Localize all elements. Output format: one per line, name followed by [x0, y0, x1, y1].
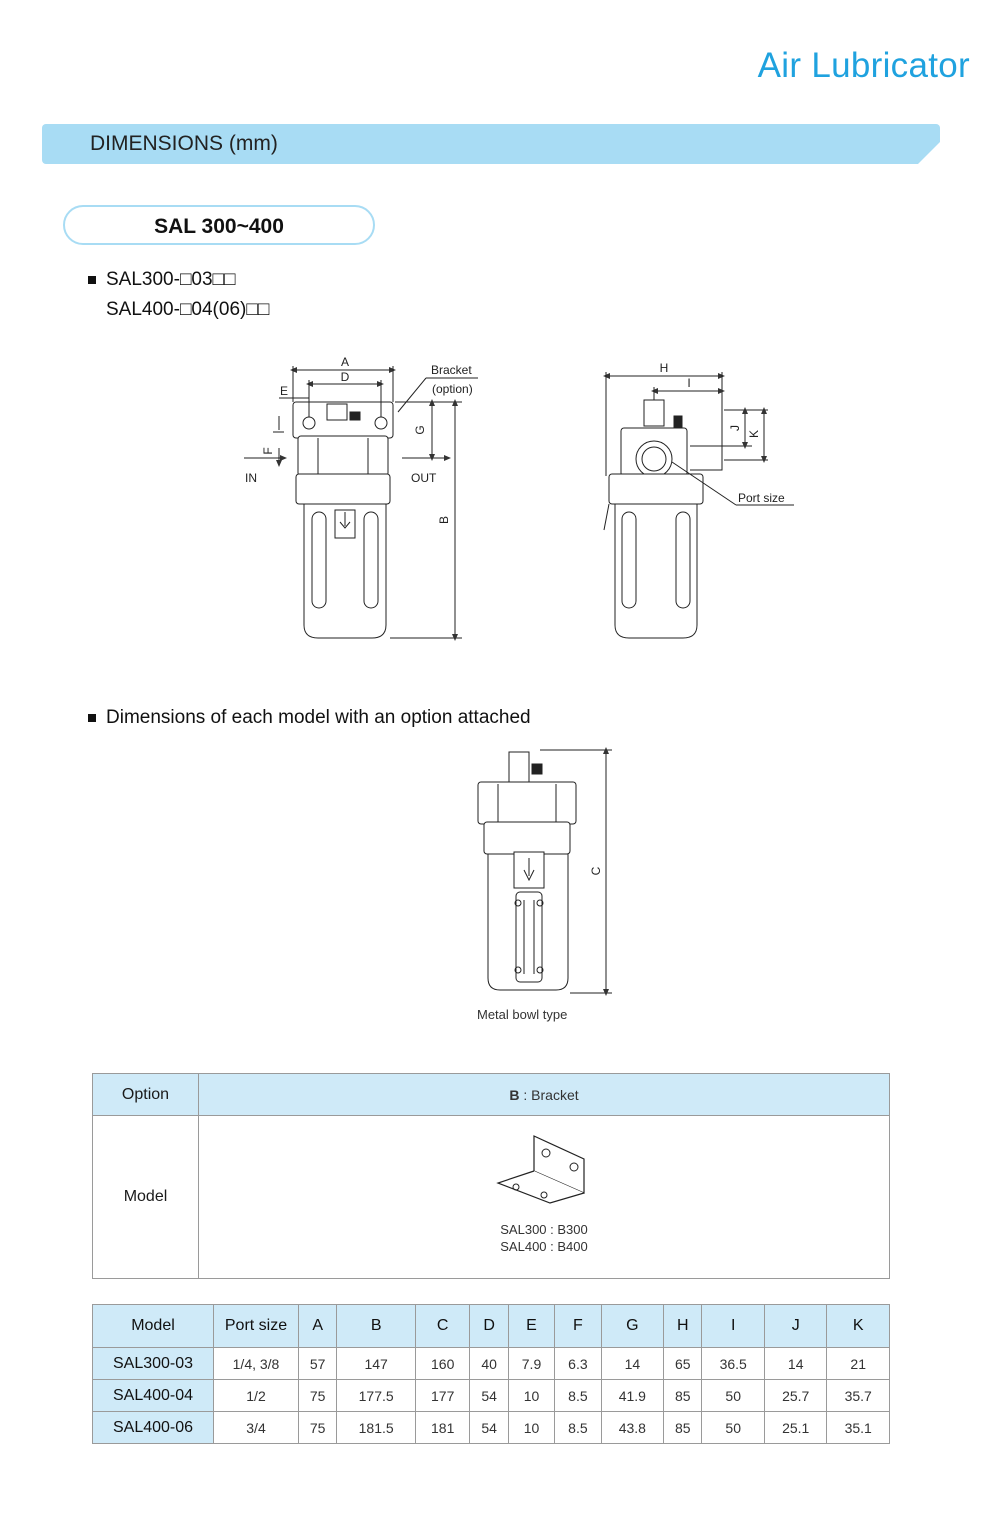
- bracket-model-1: SAL300 : B300: [500, 1222, 588, 1237]
- table-cell: 160: [415, 1348, 469, 1380]
- table-cell: 54: [470, 1412, 508, 1444]
- table-cell: 25.1: [764, 1412, 826, 1444]
- dim-label-c: C: [589, 866, 603, 876]
- side-view-drawing: [604, 372, 794, 638]
- bracket-model-2: SAL400 : B400: [500, 1239, 588, 1254]
- bracket-text: : Bracket: [519, 1086, 579, 1103]
- table-cell: 43.8: [601, 1412, 663, 1444]
- metal-bowl-caption: Metal bowl type: [477, 1007, 568, 1022]
- bracket-image-cell: [199, 1116, 890, 1279]
- port-size-label: Port size: [738, 491, 785, 505]
- table-row: [93, 1412, 890, 1444]
- bracket-code: B: [509, 1086, 520, 1103]
- dim-label-i: I: [687, 376, 691, 390]
- col-header-b: B: [337, 1305, 416, 1348]
- bracket-option-label: (option): [432, 382, 473, 396]
- col-header-c: C: [415, 1305, 469, 1348]
- table-cell: 57: [299, 1348, 337, 1380]
- table-cell: 75: [299, 1380, 337, 1412]
- in-port-label: IN: [245, 471, 257, 485]
- col-header-d: D: [470, 1305, 508, 1348]
- model-code-2: SAL400-□04(06)□□: [106, 299, 270, 320]
- table-cell: 1/2: [214, 1380, 299, 1412]
- table-header-row: [93, 1305, 890, 1348]
- dim-label-j: J: [728, 425, 742, 431]
- table-cell: 14: [764, 1348, 826, 1380]
- table-cell: 181: [415, 1412, 469, 1444]
- table-cell: 1/4, 3/8: [214, 1348, 299, 1380]
- table-row: [93, 1380, 890, 1412]
- table-cell: 50: [702, 1380, 764, 1412]
- col-header-h: H: [664, 1305, 702, 1348]
- col-header-e: E: [508, 1305, 554, 1348]
- col-header-j: J: [764, 1305, 826, 1348]
- bullet-icon: [88, 714, 96, 722]
- col-header-port-size: Port size: [214, 1305, 299, 1348]
- out-port-label: OUT: [411, 471, 437, 485]
- col-header-i: I: [702, 1305, 764, 1348]
- col-header-g: G: [601, 1305, 663, 1348]
- col-header-k: K: [827, 1305, 890, 1348]
- table-cell: 21: [827, 1348, 890, 1380]
- table-cell: 3/4: [214, 1412, 299, 1444]
- table-cell: 25.7: [764, 1380, 826, 1412]
- table-cell: 8.5: [555, 1380, 601, 1412]
- table-cell: 177: [415, 1380, 469, 1412]
- table-cell: 54: [470, 1380, 508, 1412]
- table-cell: 85: [664, 1380, 702, 1412]
- option-table: [92, 1073, 890, 1279]
- table-cell: 14: [601, 1348, 663, 1380]
- table-cell: 7.9: [508, 1348, 554, 1380]
- table-cell: 8.5: [555, 1412, 601, 1444]
- model-cell: SAL400-06: [93, 1412, 214, 1444]
- model-code-1: SAL300-□03□□: [106, 269, 236, 290]
- table-cell: 147: [337, 1348, 416, 1380]
- dim-label-f: F: [261, 447, 275, 455]
- model-cell: SAL300-03: [93, 1348, 214, 1380]
- table-cell: 41.9: [601, 1380, 663, 1412]
- dim-label-d: D: [340, 370, 350, 384]
- table-row: [93, 1348, 890, 1380]
- dim-label-k: K: [747, 429, 761, 439]
- table-cell: 35.7: [827, 1380, 890, 1412]
- dim-label-g: G: [413, 425, 427, 435]
- table-cell: 181.5: [337, 1412, 416, 1444]
- bracket-header-cell: [199, 1074, 890, 1116]
- option-heading: Dimensions of each model with an option attached: [106, 707, 531, 728]
- option-header-cell: Option: [93, 1074, 199, 1116]
- table-cell: 75: [299, 1412, 337, 1444]
- table-cell: 85: [664, 1412, 702, 1444]
- table-cell: 50: [702, 1412, 764, 1444]
- dim-label-a: A: [340, 355, 350, 369]
- table-cell: 35.1: [827, 1412, 890, 1444]
- series-name: SAL 300~400: [154, 215, 284, 238]
- front-view-drawing: [244, 366, 478, 638]
- dim-label-h: H: [659, 361, 669, 375]
- col-header-a: A: [299, 1305, 337, 1348]
- table-cell: 10: [508, 1380, 554, 1412]
- bracket-label: Bracket: [431, 363, 472, 377]
- section-title: DIMENSIONS (mm): [90, 132, 278, 155]
- dim-label-e: E: [279, 384, 289, 398]
- dimension-table: [92, 1304, 890, 1444]
- table-cell: 6.3: [555, 1348, 601, 1380]
- col-header-f: F: [555, 1305, 601, 1348]
- table-cell: 10: [508, 1412, 554, 1444]
- col-header-model: Model: [93, 1305, 214, 1348]
- dim-label-b: B: [437, 515, 451, 525]
- bracket-icon: [494, 1131, 594, 1211]
- model-cell: SAL400-04: [93, 1380, 214, 1412]
- table-cell: 177.5: [337, 1380, 416, 1412]
- table-cell: 65: [664, 1348, 702, 1380]
- table-cell: 40: [470, 1348, 508, 1380]
- model-label-cell: Model: [93, 1116, 199, 1279]
- table-cell: 36.5: [702, 1348, 764, 1380]
- page-title: Air Lubricator: [757, 46, 970, 85]
